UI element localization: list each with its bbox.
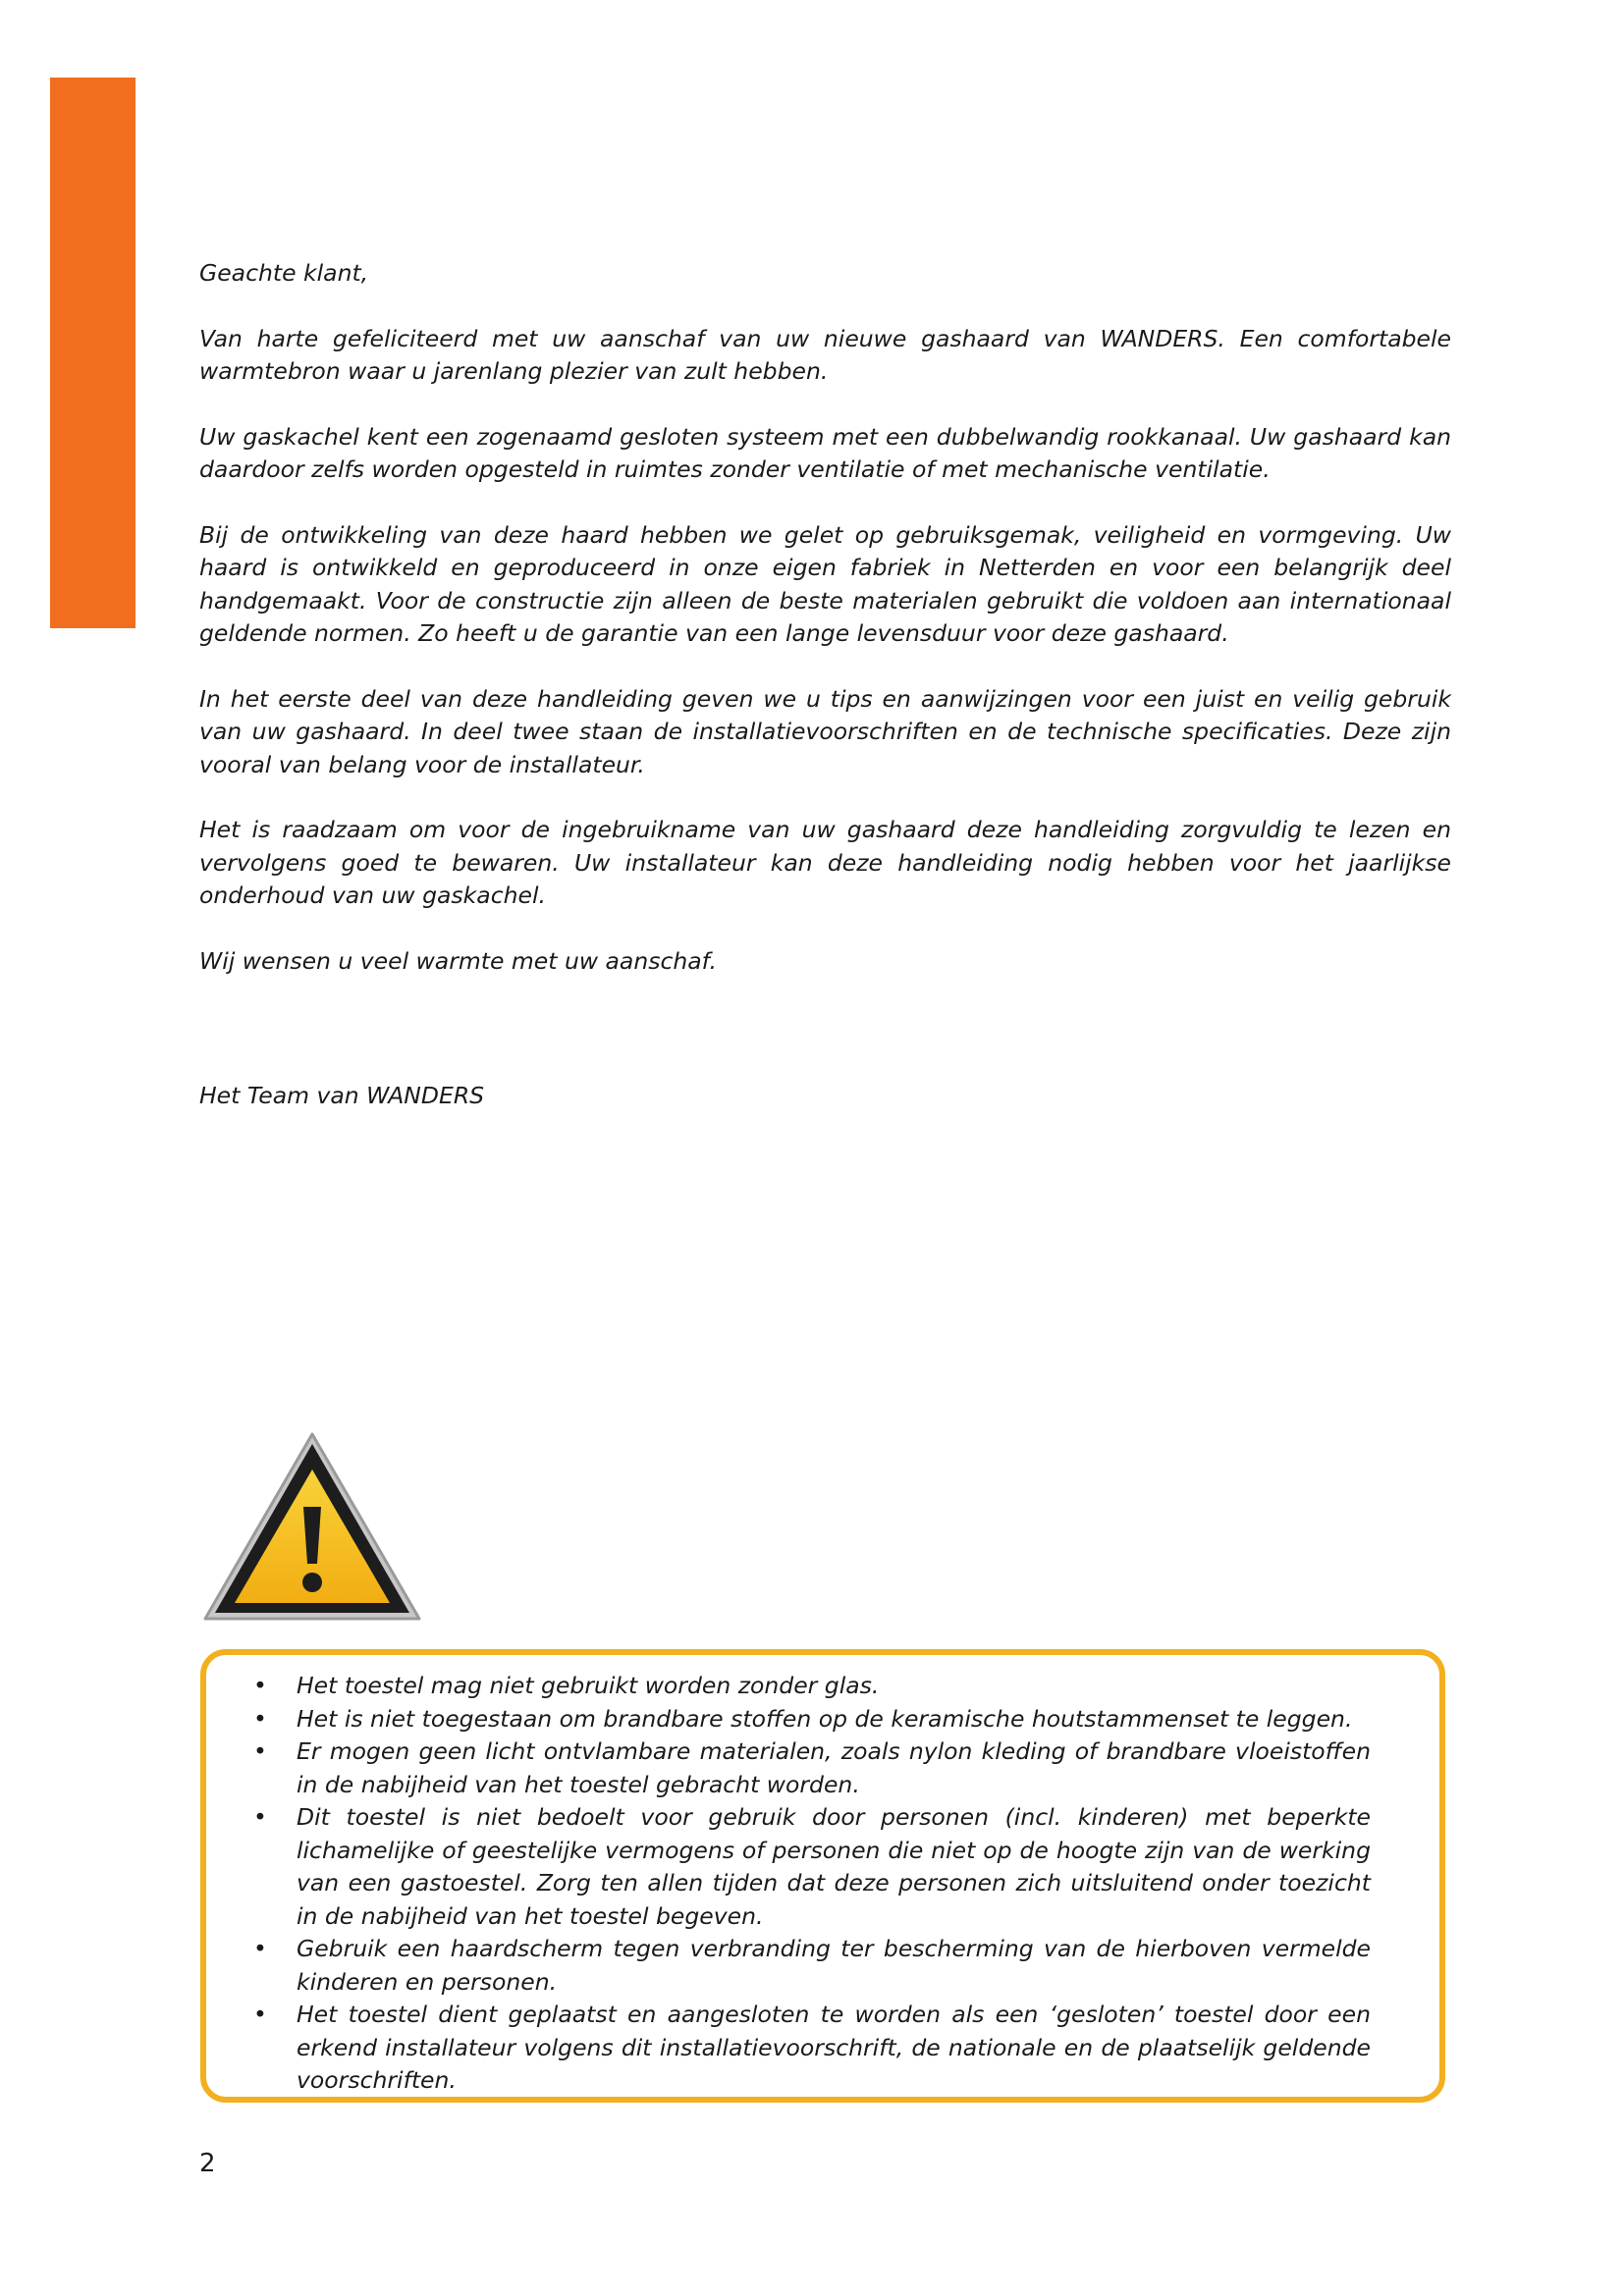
warning-item bbox=[251, 1999, 1371, 2098]
warning-item bbox=[251, 1801, 1371, 1933]
warning-item-text: Het is niet toegestaan om brandbare stoffen op de keramische houtstammenset te leggen. bbox=[297, 1704, 1353, 1733]
signature: Het Team van WANDERS bbox=[199, 1082, 485, 1109]
bullet: • bbox=[253, 1672, 267, 1699]
bullet: • bbox=[253, 1704, 267, 1733]
page-number: 2 bbox=[199, 2149, 216, 2178]
salutation: Geachte klant, bbox=[199, 259, 369, 287]
warning-item bbox=[251, 1670, 1371, 1703]
paragraph-closed-system: Uw gaskachel kent een zogenaamd gesloten systeem met een dubbelwandig rookkanaal. Uw gashaard kan daardoor zelfs worden opgesteld in ruimtes zonder ventilatie of met mechanische ventilatie. bbox=[199, 422, 1451, 483]
warning-list bbox=[251, 1670, 1371, 2098]
orange-side-bar bbox=[50, 78, 135, 628]
bullet: • bbox=[253, 2001, 267, 2028]
warning-item-text: Gebruik een haardscherm tegen verbranding ter bescherming van de hierboven vermelde kinderen en personen. bbox=[297, 1935, 1371, 1996]
warning-item-text: Er mogen geen licht ontvlambare materialen, zoals nylon kleding of brandbare vloeistoffen in de nabijheid van het toestel gebracht worden. bbox=[297, 1737, 1371, 1798]
bullet: • bbox=[253, 1803, 267, 1831]
warning-item bbox=[251, 1703, 1371, 1736]
warning-item-text: Dit toestel is niet bedoelt voor gebruik door personen (incl. kinderen) met beperkte lichamelijke of geestelijke vermogens of personen die niet op de hoogte zijn van de werking van een gastoestel. Zorg ten allen tijden dat deze personen zich uitsluitend onder toezicht in de nabijheid van het toestel begeven. bbox=[297, 1803, 1371, 1930]
warning-item bbox=[251, 1933, 1371, 1999]
warning-item-text: Het toestel mag niet gebruikt worden zonder glas. bbox=[297, 1672, 880, 1699]
warning-item bbox=[251, 1735, 1371, 1801]
paragraph-development: Bij de ontwikkeling van deze haard hebben we gelet op gebruiksgemak, veiligheid en vormgeving. Uw haard is ontwikkeld en geproduceerd in onze eigen fabriek in Netterden en voor een belangrijk deel handgemaakt. Voor de constructie zijn alleen de beste materialen gebruikt die voldoen aan internationaal geldende normen. Zo heeft u de garantie van een lange levensduur voor deze gashaard. bbox=[199, 520, 1451, 647]
warning-triangle-icon bbox=[201, 1428, 423, 1625]
paragraph-congratulations: Van harte gefeliciteerd met uw aanschaf van uw nieuwe gashaard van WANDERS. Een comfortabele warmtebron waar u jarenlang plezier van zult hebben. bbox=[199, 324, 1451, 385]
warning-item-text: Het toestel dient geplaatst en aangesloten te worden als een ‘gesloten’ toestel door een erkend installateur volgens dit installatievoorschrift, de nationale en de plaatselijk geldende voorschriften. bbox=[297, 2001, 1371, 2094]
paragraph-manual-parts: In het eerste deel van deze handleiding geven we u tips en aanwijzingen voor een juist en veilig gebruik van uw gashaard. In deel twee staan de installatievoorschriften en de technische specificaties. Deze zijn vooral van belang voor de installateur. bbox=[199, 684, 1451, 778]
bullet: • bbox=[253, 1935, 267, 1962]
bullet: • bbox=[253, 1737, 267, 1765]
letter-body bbox=[199, 257, 1451, 1010]
paragraph-keep-manual: Het is raadzaam om voor de ingebruikname van uw gashaard deze handleiding zorgvuldig te lezen en vervolgens goed te bewaren. Uw installateur kan deze handleiding nodig hebben voor het jaarlijkse onderhoud van uw gaskachel. bbox=[199, 816, 1451, 909]
paragraph-wishes: Wij wensen u veel warmte met uw aanschaf. bbox=[199, 946, 718, 975]
